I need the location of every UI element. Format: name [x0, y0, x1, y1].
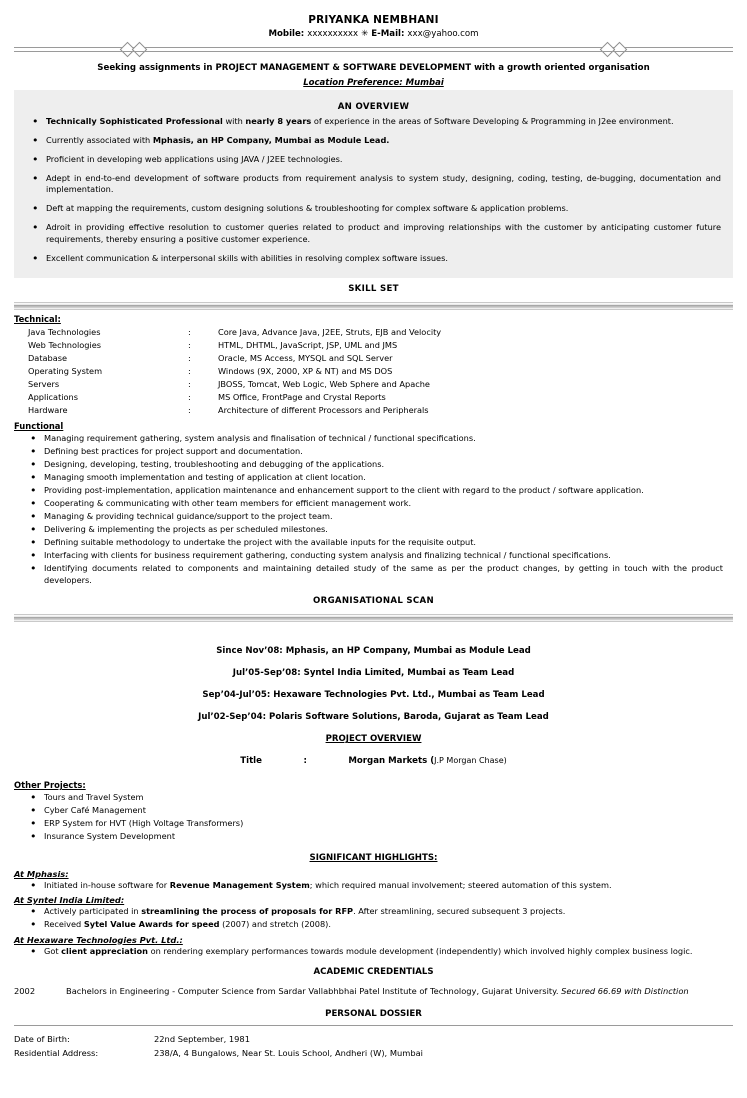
text-segment: Adept in end-to-end development of software products from requirement analysis to system study, designing, coding, testing, de-bugging, documentation and implementation.	[46, 172, 721, 195]
technical-skill-colon: :	[188, 366, 191, 377]
contact-separator-icon: ✳	[361, 29, 369, 39]
functional-bullet: • Managing & providing technical guidance/support to the project team.	[44, 511, 733, 522]
overview-section	[14, 90, 733, 278]
functional-bullet-list	[14, 433, 733, 586]
organisational-scan-divider	[14, 614, 733, 622]
project-title-colon: :	[303, 756, 307, 767]
personal-dossier-title: PERSONAL DOSSIER	[325, 1009, 422, 1020]
highlight-groups	[14, 869, 733, 957]
technical-skills-table	[28, 326, 441, 417]
project-title-row	[14, 756, 733, 766]
overview-bullet	[46, 253, 731, 265]
technical-skill-value: Oracle, MS Access, MYSQL and SQL Server	[218, 353, 393, 364]
technical-skill-value: MS Office, FrontPage and Crystal Reports	[218, 392, 386, 403]
functional-bullet: • Cooperating & communicating with other team members for efficient management work.	[44, 498, 733, 509]
technical-skill-key: Database	[28, 353, 68, 364]
text-segment: Received	[44, 919, 84, 930]
highlight-bullet	[44, 880, 733, 891]
overview-bullet-list	[16, 116, 731, 265]
text-segment: on rendering exemplary performances towards module development (independently) which involved highly complex business logic.	[147, 945, 693, 956]
other-projects-list	[14, 792, 733, 842]
technical-skill-key: Operating System	[28, 366, 103, 377]
functional-bullet: • Managing smooth implementation and testing of application at client location.	[44, 472, 733, 483]
technical-skill-row	[28, 391, 441, 404]
technical-skill-row	[28, 339, 441, 352]
functional-bullet: • Defining best practices for project support and documentation.	[44, 446, 733, 457]
highlight-bullet	[44, 906, 733, 917]
project-title-value-client: J.P Morgan Chase)	[434, 756, 507, 766]
header-ornament-divider	[14, 43, 733, 56]
functional-bullet: • Interfacing with clients for business requirement gathering, conducting system analysis and finalizing technical / functional specifications.	[44, 550, 733, 561]
academic-row	[14, 985, 733, 997]
other-project-item: • ERP System for HVT (High Voltage Transformers)	[44, 818, 733, 829]
text-segment: Currently associated with	[46, 134, 153, 145]
objective-highlight: PROJECT MANAGEMENT & SOFTWARE DEVELOPMENT	[215, 63, 472, 73]
highlight-employer: At Hexaware Technologies Pvt. Ltd.:	[14, 934, 183, 945]
academic-detail-normal: Bachelors in Engineering - Computer Science from Sardar Vallabhbhai Patel Institute of Technology, Gujarat University.	[66, 986, 562, 997]
text-segment: nearly 8 years	[245, 115, 312, 126]
technical-skill-row	[28, 404, 441, 417]
text-segment: Proficient in developing web applications using JAVA / J2EE technologies.	[46, 153, 343, 164]
other-project-item: • Cyber Café Management	[44, 805, 733, 816]
text-segment: ; which required manual involvement; steered automation of this system.	[309, 879, 612, 890]
dossier-value: 238/A, 4 Bungalows, Near St. Louis School, Andheri (W), Mumbai	[154, 1048, 423, 1059]
highlight-bullet	[44, 946, 733, 957]
technical-skill-key: Servers	[28, 379, 60, 390]
dossier-value: 22nd September, 1981	[154, 1034, 250, 1045]
functional-bullet: • Providing post-implementation, application maintenance and enhancement support to the client with regard to the product / software application.	[44, 485, 733, 496]
significant-highlights-title: SIGNIFICANT HIGHLIGHTS:	[309, 852, 438, 863]
text-segment: Deft at mapping the requirements, custom designing solutions & troubleshooting for complex software & application problems.	[46, 203, 569, 214]
candidate-name: PRIYANKA NEMBHANI	[308, 14, 439, 26]
text-segment: client appreciation	[61, 945, 148, 956]
organisation-entry: Jul’02-Sep’04: Polaris Software Solutions, Baroda, Gujarat as Team Lead	[198, 712, 549, 723]
functional-label: Functional	[14, 421, 64, 432]
functional-bullet: • Identifying documents related to components and maintaining detailed study of the same as per the product changes, by getting in touch with the product developers.	[44, 563, 733, 586]
highlight-bullet-list	[14, 906, 733, 930]
academic-year: 2002	[14, 986, 36, 997]
technical-skill-row	[28, 326, 441, 339]
email-label: E-Mail:	[371, 29, 405, 39]
functional-bullet: • Managing requirement gathering, system analysis and finalisation of technical / functional specifications.	[44, 433, 733, 444]
functional-bullet: • Designing, developing, testing, troubleshooting and debugging of the applications.	[44, 459, 733, 470]
technical-skill-value: Core Java, Advance Java, J2EE, Struts, EJB and Velocity	[218, 326, 442, 337]
other-projects-label: Other Projects:	[14, 780, 86, 791]
technical-skill-value: JBOSS, Tomcat, Web Logic, Web Sphere and Apache	[218, 379, 430, 390]
text-segment: . After streamlining, secured subsequent 3 projects.	[353, 906, 566, 917]
technical-skill-key: Hardware	[28, 405, 68, 416]
academic-detail	[66, 985, 727, 997]
text-segment: streamlining the process of proposals for RFP	[141, 906, 354, 917]
highlight-employer: At Mphasis:	[14, 868, 69, 879]
highlight-bullet-list	[14, 880, 733, 891]
technical-skill-value: Architecture of different Processors and Peripherals	[218, 405, 429, 416]
organisation-entry: Jul’05-Sep’08: Syntel India Limited, Mumbai as Team Lead	[232, 668, 515, 679]
text-segment: Excellent communication & interpersonal skills with abilities in resolving complex software issues.	[46, 253, 448, 264]
highlight-bullet-list	[14, 946, 733, 957]
overview-bullet	[46, 173, 731, 197]
text-segment: Actively participated in	[44, 906, 142, 917]
location-preference: Location Preference: Mumbai	[303, 77, 444, 88]
technical-skill-colon: :	[188, 379, 191, 390]
academic-detail-italic: Secured 66.69 with Distinction	[561, 986, 689, 997]
overview-bullet	[46, 154, 731, 166]
organisational-scan-entries	[14, 646, 733, 722]
text-segment: (2007) and stretch (2008).	[219, 919, 331, 930]
mobile-label: Mobile:	[268, 29, 305, 39]
personal-dossier-table	[14, 1032, 423, 1060]
overview-bullet	[46, 222, 731, 246]
technical-skill-key: Applications	[28, 392, 79, 403]
functional-bullet: • Defining suitable methodology to undertake the project with the available inputs for the requisite output.	[44, 537, 733, 548]
diamond-ornament-right2-icon	[600, 42, 616, 58]
overview-bullet	[46, 203, 731, 215]
technical-skill-key: Web Technologies	[28, 339, 102, 350]
project-title-value	[348, 756, 506, 766]
highlight-employer: At Syntel India Limited:	[14, 895, 125, 906]
objective-statement	[14, 62, 733, 75]
dossier-key: Date of Birth:	[14, 1034, 70, 1045]
objective-post: with a growth oriented organisation	[471, 63, 650, 73]
text-segment: Revenue Management System	[169, 879, 310, 890]
text-segment: Adroit in providing effective resolution to customer queries related to product and improving relationships with the customer by anticipating customer future requirements, thereby ensuring a positive customer experience.	[46, 222, 721, 245]
text-segment: Sytel Value Awards for speed	[83, 919, 220, 930]
overview-title: AN OVERVIEW	[337, 101, 410, 112]
objective-pre: Seeking assignments in	[97, 63, 216, 73]
dossier-key: Residential Address:	[14, 1048, 99, 1059]
organisational-scan-title: ORGANISATIONAL SCAN	[313, 596, 434, 607]
text-segment: Mphasis, an HP Company, Mumbai as Module Lead.	[152, 134, 390, 145]
mobile-value: xxxxxxxxxx	[307, 29, 359, 39]
other-project-item: • Tours and Travel System	[44, 792, 733, 803]
project-title-label: Title	[240, 756, 262, 767]
dossier-row	[14, 1046, 423, 1060]
project-overview-title: PROJECT OVERVIEW	[325, 734, 422, 745]
text-segment: Initiated in-house software for	[44, 879, 170, 890]
overview-bullet	[46, 135, 731, 147]
dossier-row	[14, 1032, 423, 1046]
text-segment: of experience in the areas of Software Developing & Programming in J2ee environment.	[311, 115, 674, 126]
academic-credentials-title: ACADEMIC CREDENTIALS	[313, 967, 434, 978]
email-value: xxx@yahoo.com	[407, 29, 479, 39]
technical-label: Technical:	[14, 313, 61, 324]
technical-skill-value: Windows (9X, 2000, XP & NT) and MS DOS	[218, 366, 393, 377]
overview-bullet	[46, 116, 731, 128]
personal-dossier-divider	[14, 1025, 733, 1026]
technical-skill-key: Java Technologies	[28, 326, 101, 337]
contact-line	[14, 29, 733, 39]
technical-skill-colon: :	[188, 392, 191, 403]
technical-skill-row	[28, 352, 441, 365]
organisation-entry: Sep’04-Jul’05: Hexaware Technologies Pvt. Ltd., Mumbai as Team Lead	[202, 690, 545, 701]
text-segment: Technically Sophisticated Professional	[46, 115, 223, 126]
technical-skill-colon: :	[188, 405, 191, 416]
technical-skill-value: HTML, DHTML, JavaScript, JSP, UML and JMS	[218, 339, 398, 350]
functional-bullet: • Delivering & implementing the projects as per scheduled milestones.	[44, 524, 733, 535]
text-segment: Got	[44, 945, 62, 956]
technical-skill-colon: :	[188, 326, 191, 337]
diamond-ornament-left2-icon	[132, 42, 148, 58]
technical-skill-row	[28, 378, 441, 391]
other-project-item: • Insurance System Development	[44, 831, 733, 842]
technical-skill-row	[28, 365, 441, 378]
organisation-entry: Since Nov’08: Mphasis, an HP Company, Mumbai as Module Lead	[216, 646, 531, 657]
technical-skill-colon: :	[188, 339, 191, 350]
skillset-divider	[14, 302, 733, 310]
skillset-title: SKILL SET	[348, 283, 399, 294]
highlight-bullet	[44, 919, 733, 930]
project-title-value-bold: Morgan Markets (	[348, 756, 435, 767]
text-segment: with	[222, 115, 246, 126]
technical-skill-colon: :	[188, 353, 191, 364]
